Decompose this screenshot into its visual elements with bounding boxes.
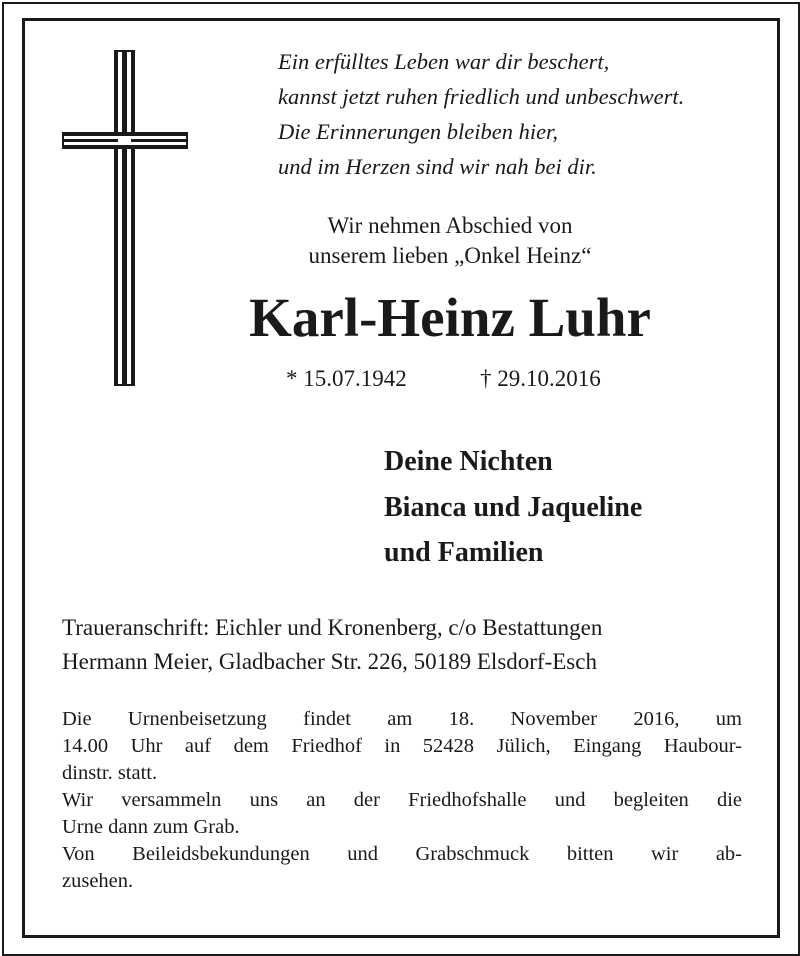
notice-paragraph xyxy=(62,841,742,895)
mourner-line: und Familien xyxy=(384,537,544,568)
notice-line: Die Urnenbeisetzung findet am 18. November 2016, um xyxy=(62,708,742,730)
poem xyxy=(278,44,758,184)
notice-line: Von Beileidsbekundungen und Grabschmuck bitten wir ab- xyxy=(62,843,742,865)
poem-line: Die Erinnerungen bleiben hier, xyxy=(278,119,558,144)
farewell-intro xyxy=(200,211,700,271)
notice-line: Urne dann zum Grab. xyxy=(62,816,240,838)
address-line: Hermann Meier, Gladbacher Str. 226, 50189 Elsdorf-Esch xyxy=(62,649,597,674)
birth-date: * 15.07.1942 xyxy=(286,366,407,391)
poem-line: und im Herzen sind wir nah bei dir. xyxy=(278,154,597,179)
notice-line: dinstr. statt. xyxy=(62,762,158,784)
notice-line: 14.00 Uhr auf dem Friedhof in 52428 Jülich, Eingang Haubour- xyxy=(62,735,742,757)
mourners-signature xyxy=(384,439,642,576)
intro-line: Wir nehmen Abschied von xyxy=(327,213,573,238)
mourner-line: Deine Nichten xyxy=(384,446,553,477)
poem-line: kannst jetzt ruhen friedlich und unbeschwert. xyxy=(278,84,685,109)
intro-line: unserem lieben „Onkel Heinz“ xyxy=(308,243,592,268)
notice-paragraph xyxy=(62,787,742,841)
deceased-name: Karl-Heinz Luhr xyxy=(249,287,651,348)
mourner-line: Bianca und Jaqueline xyxy=(384,491,643,523)
notice-line: zusehen. xyxy=(62,870,134,892)
notice-line: Wir versammeln uns an der Friedhofshalle und begleiten die xyxy=(62,789,742,811)
death-date: † 29.10.2016 xyxy=(480,366,601,391)
burial-notice xyxy=(62,706,742,895)
address-line: Traueranschrift: Eichler und Kronenberg, c/o Bestattungen xyxy=(62,615,603,640)
mourning-address xyxy=(62,611,762,679)
notice-paragraph xyxy=(62,706,742,787)
poem-line: Ein erfülltes Leben war dir beschert, xyxy=(278,49,610,74)
